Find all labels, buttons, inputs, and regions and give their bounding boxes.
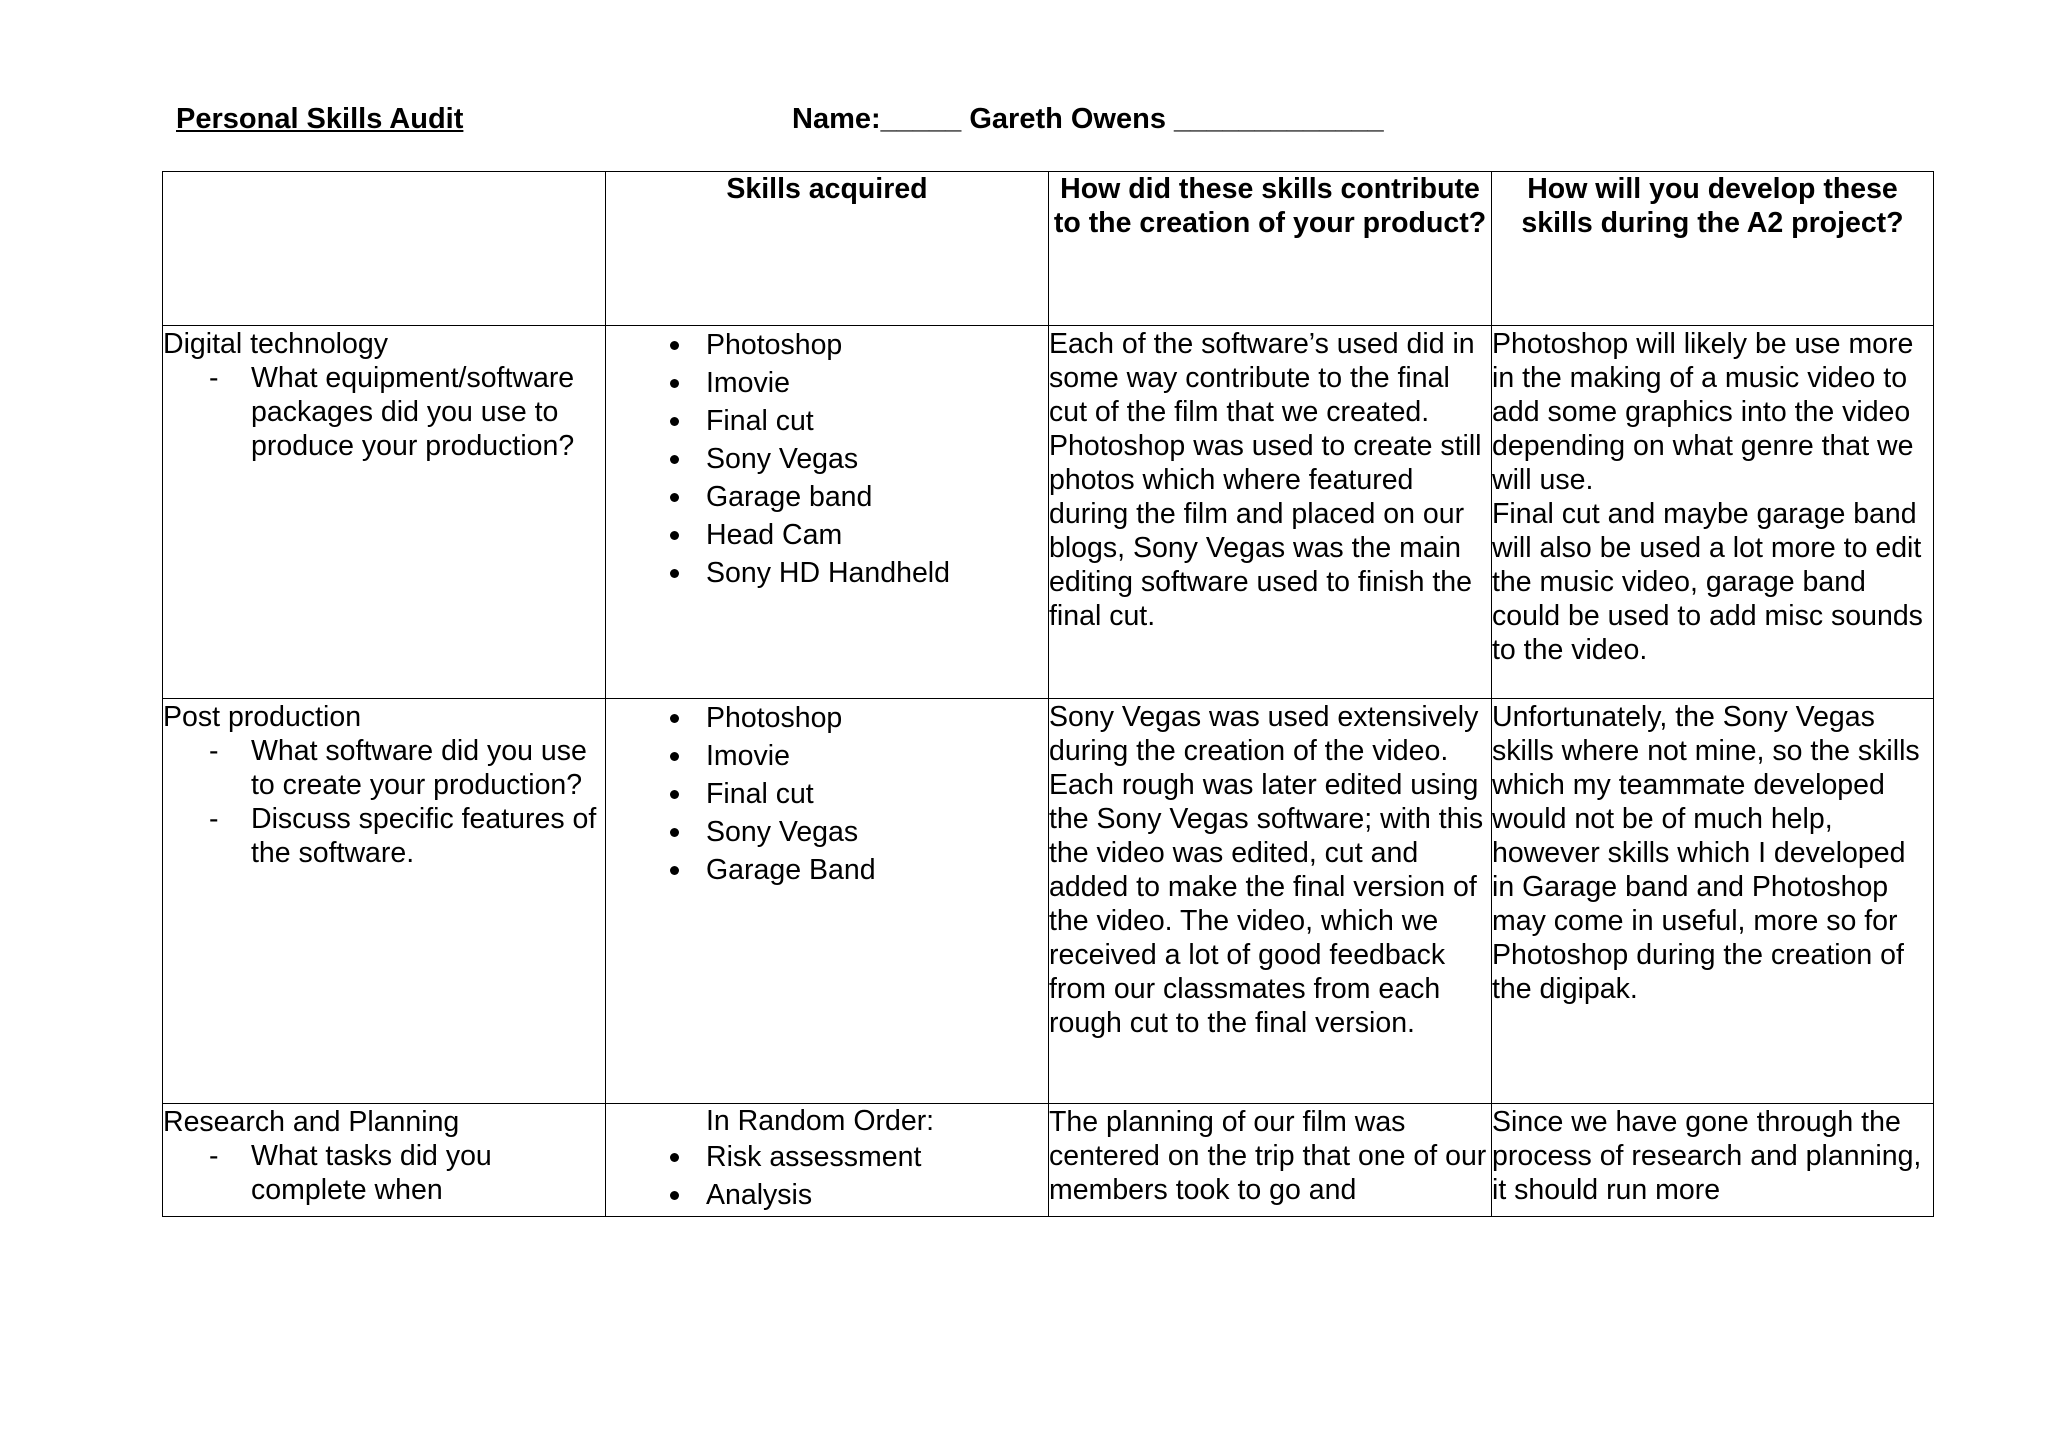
skill-item: Final cut <box>606 775 1048 813</box>
skills-cell <box>606 1104 1049 1217</box>
row-topic-cell <box>163 699 606 1104</box>
contribution-paragraph: Sony Vegas was used extensively during the creation of the video. Each rough was later edited using the Sony Vegas software; with this the video was edited, cut and added to make the final version of the video. The video, which we received a lot of good feedback from our classmates from each rough cut to the final version. <box>1049 701 1484 1039</box>
document-title: Personal Skills Audit <box>176 103 464 135</box>
question-item: - What software did you use to create your production? <box>163 734 605 802</box>
contribution-cell <box>1049 699 1492 1104</box>
header-contribution: How did these skills contribute to the creation of your product? <box>1049 172 1492 326</box>
table-row <box>163 1104 1934 1217</box>
skill-item: Sony HD Handheld <box>606 554 1048 592</box>
row-heading: Digital technology <box>163 328 388 360</box>
question-item: - Discuss specific features of the software. <box>163 802 605 870</box>
contribution-cell <box>1049 1104 1492 1217</box>
skill-item: Imovie <box>606 364 1048 402</box>
contribution-paragraph: The planning of our film was centered on the trip that one of our members took to go and <box>1049 1106 1487 1206</box>
skills-list <box>606 699 1048 889</box>
table-row <box>163 699 1934 1104</box>
skill-item: Sony Vegas <box>606 813 1048 851</box>
question-item: - What tasks did you complete when <box>163 1139 605 1207</box>
table-row <box>163 326 1934 699</box>
development-cell <box>1492 326 1934 699</box>
row-topic-cell <box>163 1104 606 1217</box>
skill-item: Final cut <box>606 402 1048 440</box>
skills-list <box>606 1138 1048 1214</box>
header-development: How will you develop these skills during the A2 project? <box>1492 172 1934 326</box>
skill-item: Analysis <box>606 1176 1048 1214</box>
development-paragraph: Since we have gone through the process of research and planning, it should run more <box>1492 1106 1922 1206</box>
contribution-paragraph: Photoshop was used to create still photos which where featured during the film and placed on our blogs, Sony Vegas was the main editing software used to finish the final cut. <box>1049 430 1482 632</box>
question-list <box>163 1139 605 1207</box>
contribution-paragraph: Each of the software’s used did in some way contribute to the final cut of the film that we created. <box>1049 328 1475 428</box>
contribution-cell <box>1049 326 1492 699</box>
skill-item: Sony Vegas <box>606 440 1048 478</box>
name-line: Name:_____ Gareth Owens _____________ <box>792 103 1384 135</box>
question-list <box>163 361 605 463</box>
development-paragraph: Final cut and maybe garage band will also be used a lot more to edit the music video, garage band could be used to add misc sounds to the video. <box>1492 498 1923 666</box>
skill-item: Garage band <box>606 478 1048 516</box>
development-cell <box>1492 1104 1934 1217</box>
skill-item: Garage Band <box>606 851 1048 889</box>
question-item: - What equipment/software packages did you use to produce your production? <box>163 361 605 463</box>
header-cell-blank <box>163 172 606 326</box>
skill-item: Risk assessment <box>606 1138 1048 1176</box>
development-cell <box>1492 699 1934 1104</box>
skills-cell <box>606 326 1049 699</box>
row-heading: Post production <box>163 701 362 733</box>
skill-item: Photoshop <box>606 699 1048 737</box>
development-paragraph: Unfortunately, the Sony Vegas skills where not mine, so the skills which my teammate developed would not be of much help, however skills which I developed in Garage band and Photoshop may come in useful, more so for Photoshop during the creation of the digipak. <box>1492 701 1920 1005</box>
header-skills-acquired: Skills acquired <box>606 172 1049 326</box>
skills-note: In Random Order: <box>706 1105 935 1137</box>
skills-list <box>606 326 1048 592</box>
row-heading: Research and Planning <box>163 1106 460 1138</box>
skill-item: Head Cam <box>606 516 1048 554</box>
row-topic-cell <box>163 326 606 699</box>
header-row <box>163 172 1934 326</box>
question-list <box>163 734 605 870</box>
skill-item: Imovie <box>606 737 1048 775</box>
skills-audit-table <box>162 171 1934 1217</box>
development-paragraph: Photoshop will likely be use more in the making of a music video to add some graphics into the video depending on what genre that we will use. <box>1492 328 1914 496</box>
skills-cell <box>606 699 1049 1104</box>
skill-item: Photoshop <box>606 326 1048 364</box>
